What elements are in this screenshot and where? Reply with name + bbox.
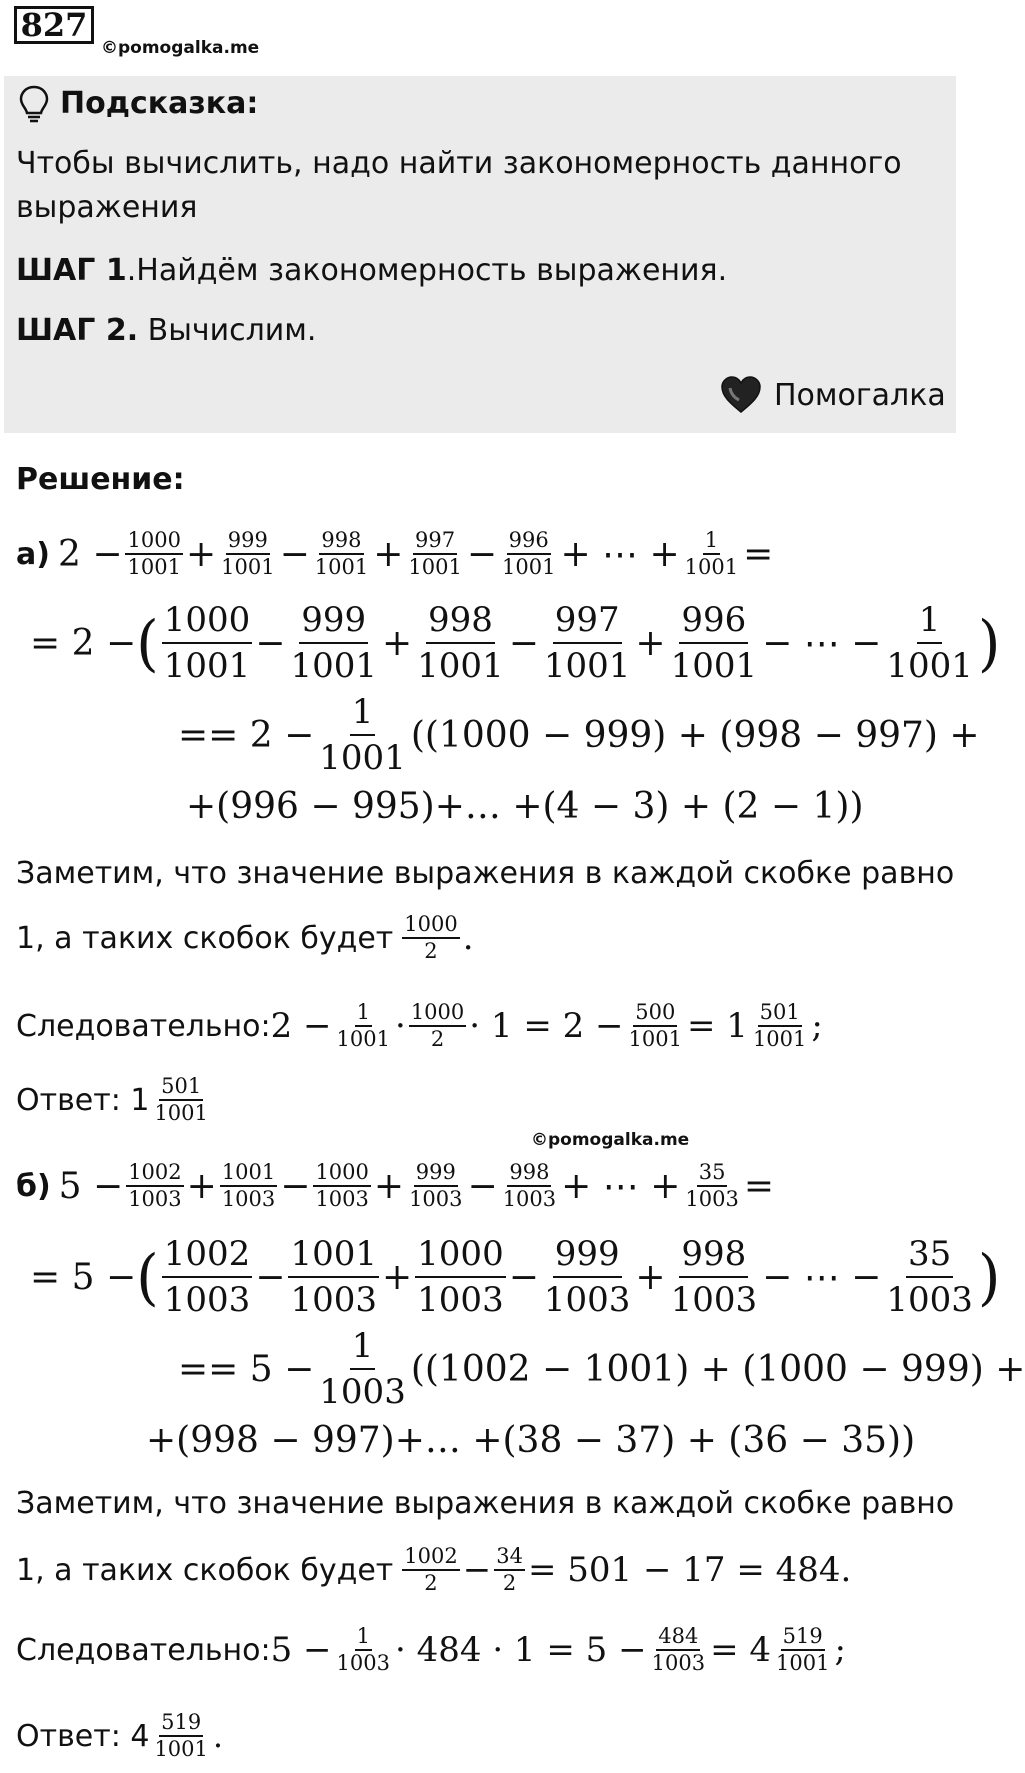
- part-a-line2-frac-numerator: 999: [299, 598, 368, 644]
- part-a-line2-frac-denominator: 1001: [163, 646, 251, 686]
- part-a-line2-op: +: [635, 622, 666, 664]
- part-b-line1-frac-numerator: 1002: [126, 1160, 183, 1187]
- part-b-line3-frac-denominator: 1003: [319, 1372, 406, 1412]
- part-a-line2-frac-numerator: 998: [426, 598, 495, 644]
- part-b-line1-frac: [501, 1160, 558, 1212]
- part-b-note2: 1, а таких скобок будет $\frac{1002}{2}$ − $\frac{34}{2}$ = 501 − 17 = 484.: [16, 1544, 852, 1595]
- part-a-line1-frac: [500, 528, 557, 580]
- part-b-line3-frac: [317, 1324, 408, 1414]
- part-b-answer-frac: $\frac{519}{1001}$: [154, 1710, 208, 1761]
- part-b-line1-frac-denominator: 1003: [685, 1187, 739, 1211]
- part-a-line2-op: +: [382, 622, 413, 664]
- part-b-line2-frac-denominator: 1003: [417, 1280, 504, 1320]
- part-b-note1: Заметим, что значение выражения в каждой скобке равно: [16, 1486, 955, 1521]
- part-b-note2-tail: = 501 − 17 = 484.: [527, 1550, 852, 1590]
- part-a-line1-lead: 2 −: [57, 533, 123, 575]
- part-b-line2-frac-numerator: 1000: [415, 1232, 506, 1278]
- part-b-line1-frac-numerator: 1001: [220, 1160, 277, 1187]
- part-a-line1-op: −: [279, 533, 310, 575]
- part-a-line3-frac: [317, 690, 408, 780]
- part-a-conc-frac1: $\frac{1}{1001}$: [336, 1000, 390, 1051]
- part-a-note2-text: 1, а таких скобок будет: [16, 920, 394, 956]
- part-a-line1: [16, 528, 773, 580]
- hint-step1-label: ШАГ 1: [16, 253, 127, 288]
- part-b-line1-frac-numerator: 35: [697, 1160, 728, 1187]
- part-b-label: б): [16, 1168, 51, 1204]
- part-a-label: а): [16, 536, 50, 572]
- part-b-line2-frac-numerator: 999: [553, 1232, 622, 1278]
- part-b-line2-frac-denominator: 1003: [886, 1280, 973, 1320]
- part-b-answer: Ответ: 4 $\frac{519}{1001}$ .: [16, 1710, 224, 1761]
- part-a-line4: +(996 − 995)+… +(4 − 3) + (2 − 1)): [186, 786, 864, 827]
- hint-step1: [16, 253, 727, 288]
- part-b-note2-frac1: $\frac{1002}{2}$: [404, 1544, 458, 1595]
- part-b-line1-frac-denominator: 1003: [409, 1187, 463, 1211]
- part-a-line1-frac: [683, 528, 740, 580]
- part-b-line1-frac-denominator: 1003: [128, 1187, 182, 1211]
- part-a-line2-frac-denominator: 1001: [670, 646, 758, 686]
- solution-title: Решение:: [16, 462, 185, 497]
- hint-title: Подсказка:: [60, 86, 259, 121]
- part-b-line1-op: −: [467, 1165, 498, 1207]
- part-b-line1-op: +: [373, 1165, 405, 1207]
- part-b-line1-frac: [407, 1160, 464, 1212]
- part-a-line1-op: + ⋯ +: [560, 533, 680, 575]
- part-a-note2-frac: $\frac{1000}{2}$: [404, 912, 458, 963]
- part-a-answer-frac: $\frac{501}{1001}$: [154, 1074, 208, 1125]
- part-a-line3: [178, 690, 980, 780]
- part-a-conc-frac4: $\frac{501}{1001}$: [752, 1000, 807, 1051]
- part-a-line1-frac: [219, 528, 276, 580]
- part-a-line1-frac-numerator: 996: [507, 528, 551, 555]
- part-b-line1-frac: [683, 1160, 740, 1212]
- hint-step2: [16, 313, 316, 348]
- part-a-line2-frac-numerator: 1000: [162, 598, 253, 644]
- part-b-line2-op: −: [508, 1256, 539, 1298]
- part-b-line1-tail: =: [743, 1165, 774, 1207]
- part-b-line1-frac-denominator: 1003: [221, 1187, 276, 1211]
- part-a-answer: [16, 1074, 213, 1126]
- hint-step2-label: ШАГ 2.: [16, 313, 139, 348]
- part-a-line2-frac: [884, 598, 975, 688]
- part-b-line2-frac-denominator: 1003: [543, 1280, 631, 1320]
- part-b-line2: [30, 1232, 1001, 1322]
- part-b-line2-frac: [542, 1232, 633, 1322]
- part-b-line2-lead: = 5 −: [30, 1256, 137, 1298]
- part-a-line1-frac-numerator: 999: [226, 528, 270, 555]
- part-a-line1-frac-denominator: 1001: [127, 555, 181, 579]
- part-a-line2-frac: [542, 598, 633, 688]
- part-b-line2-frac: [162, 1232, 253, 1322]
- part-a-line1-frac: [125, 528, 182, 580]
- part-b-conc-frac3: $\frac{519}{1001}$: [776, 1624, 830, 1675]
- part-b-line3-frac-numerator: 1: [350, 1324, 376, 1370]
- part-b-line2-op: +: [635, 1256, 666, 1298]
- part-b-line1-frac-numerator: 999: [414, 1160, 458, 1187]
- part-b-line2-frac: [415, 1232, 506, 1322]
- part-a-note1: Заметим, что значение выражения в каждой скобке равно: [16, 856, 955, 891]
- part-a-line1-op: −: [466, 533, 497, 575]
- part-b-line1-frac-denominator: 1003: [502, 1187, 557, 1211]
- part-b-line1-op: −: [280, 1165, 311, 1207]
- part-a-line2-frac-denominator: 1001: [543, 646, 631, 686]
- part-b-note2-frac2: $\frac{34}{2}$: [496, 1544, 523, 1595]
- part-a-line2-op: −: [255, 622, 286, 664]
- part-a-line3-lead: == 2 −: [178, 714, 315, 756]
- part-b-line1: [16, 1160, 774, 1212]
- part-b-conc-frac1: $\frac{1}{1003}$: [336, 1624, 390, 1675]
- part-b-conclusion-label: Следовательно:: [16, 1632, 271, 1668]
- part-b-conclusion: Следовательно: 5 − $\frac{1}{1003}$ · 484 · 1 = 5 − $\frac{484}{1003}$ = 4 $\frac{519}{1001}$ ;: [16, 1624, 846, 1675]
- hint-step2-text: Вычислим.: [138, 313, 317, 348]
- part-a-conclusion-label: Следовательно:: [16, 1008, 271, 1044]
- part-a-line2-frac-denominator: 1001: [290, 646, 377, 686]
- part-a-line2-frac-numerator: 1: [917, 598, 943, 644]
- part-b-line3: [178, 1324, 1025, 1414]
- part-a-line1-frac-denominator: 1001: [684, 555, 739, 579]
- part-a-line1-op: +: [185, 533, 217, 575]
- part-a-line2-frac-denominator: 1001: [886, 646, 973, 686]
- heart-icon: [720, 376, 762, 419]
- part-a-line2-lead: = 2 −: [30, 622, 137, 664]
- part-a-answer-label: Ответ: 1: [16, 1082, 150, 1118]
- part-a-line1-frac-denominator: 1001: [221, 555, 275, 579]
- part-a-line1-frac-numerator: 998: [319, 528, 363, 555]
- part-a-line1-frac-numerator: 1000: [125, 528, 182, 555]
- part-a-line1-op: +: [373, 533, 404, 575]
- part-a-conclusion: Следовательно: 2 − $\frac{1}{1001}$ · $\frac{1000}{2}$ · 1 = 2 − $\frac{500}{1001}$ = 1 $\frac{501}{1001}$ ;: [16, 1000, 823, 1051]
- part-b-line4: +(998 − 997)+… +(38 − 37) + (36 − 35)): [146, 1420, 916, 1461]
- part-b-line2-op: −: [255, 1256, 286, 1298]
- part-b-line2-frac-numerator: 1002: [162, 1232, 253, 1278]
- part-b-line1-lead: 5 −: [58, 1165, 124, 1207]
- part-b-line1-frac: [313, 1160, 370, 1212]
- part-a-line1-tail: =: [743, 533, 774, 575]
- part-a-line2-frac-denominator: 1001: [417, 646, 504, 686]
- part-b-note2-text: 1, а таких скобок будет: [16, 1552, 394, 1588]
- part-b-line2-frac-numerator: 35: [906, 1232, 953, 1278]
- part-a-line2-frac: [415, 598, 506, 688]
- task-number: 827: [14, 6, 94, 44]
- part-b-conc-frac2: $\frac{484}{1003}$: [651, 1624, 706, 1675]
- part-b-line2-frac-numerator: 998: [679, 1232, 748, 1278]
- part-b-line2-frac-denominator: 1003: [670, 1280, 758, 1320]
- part-b-line3-tail: ((1002 − 1001) + (1000 − 999) +: [410, 1348, 1025, 1390]
- part-b-line2-frac: [288, 1232, 379, 1322]
- hint-step1-text: .Найдём закономерность выражения.: [126, 253, 728, 288]
- part-b-line2-close-paren: ): [977, 1241, 1001, 1313]
- part-a-conc-frac2: $\frac{1000}{2}$: [410, 1000, 465, 1051]
- part-a-line1-frac-numerator: 1: [703, 528, 720, 555]
- watermark-middle: ©pomogalka.me: [531, 1130, 690, 1150]
- part-b-line2-frac-denominator: 1003: [163, 1280, 251, 1320]
- part-b-line2-frac: [669, 1232, 760, 1322]
- part-a-line2-op: − ⋯ −: [762, 622, 882, 664]
- part-a-conc-frac3: $\frac{500}{1001}$: [628, 1000, 682, 1051]
- part-a-note2: [16, 912, 474, 964]
- part-a-line2: [30, 598, 1001, 688]
- part-b-line2-frac-numerator: 1001: [288, 1232, 379, 1278]
- part-a-line1-frac-denominator: 1001: [501, 555, 556, 579]
- part-a-line2-close-paren: ): [977, 607, 1001, 679]
- part-a-line2-open-paren: (: [136, 607, 159, 679]
- brand-label: Помогалка: [774, 378, 946, 413]
- part-a-line1-frac-denominator: 1001: [314, 555, 369, 579]
- part-a-line3-frac-numerator: 1: [350, 690, 376, 736]
- part-b-line2-frac-denominator: 1003: [290, 1280, 377, 1320]
- part-a-line2-frac: [162, 598, 253, 688]
- part-b-line2-frac: [884, 1232, 975, 1322]
- part-a-line2-frac-numerator: 996: [679, 598, 748, 644]
- part-a-line1-frac: [406, 528, 463, 580]
- part-b-line1-frac-numerator: 998: [507, 1160, 551, 1187]
- part-a-note2-tail: .: [462, 918, 474, 958]
- part-b-line1-frac: [220, 1160, 277, 1212]
- part-b-line1-frac-denominator: 1003: [315, 1187, 369, 1211]
- part-b-line2-op: +: [382, 1256, 413, 1298]
- part-a-line1-frac-denominator: 1001: [408, 555, 462, 579]
- part-a-line2-frac-numerator: 997: [553, 598, 622, 644]
- part-b-line2-op: − ⋯ −: [762, 1256, 882, 1298]
- part-b-line1-op: + ⋯ +: [561, 1165, 681, 1207]
- part-a-line3-tail: ((1000 − 999) + (998 − 997) +: [410, 714, 980, 756]
- lightbulb-icon: [18, 84, 50, 129]
- part-b-line1-op: +: [186, 1165, 217, 1207]
- watermark-top: ©pomogalka.me: [101, 38, 260, 58]
- part-a-line3-frac-denominator: 1001: [319, 738, 406, 778]
- part-a-line1-frac: [313, 528, 370, 580]
- part-b-answer-label: Ответ: 4: [16, 1718, 150, 1754]
- part-b-line3-lead: == 5 −: [178, 1348, 315, 1390]
- part-a-line2-frac: [288, 598, 379, 688]
- part-b-line1-frac: [126, 1160, 183, 1212]
- hint-text-line1: Чтобы вычислить, надо найти закономерность данного: [16, 146, 902, 181]
- part-b-line2-open-paren: (: [136, 1241, 159, 1313]
- part-b-line1-frac-numerator: 1000: [313, 1160, 370, 1187]
- part-a-line2-op: −: [508, 622, 539, 664]
- part-a-line2-frac: [669, 598, 760, 688]
- part-a-line1-frac-numerator: 997: [413, 528, 457, 555]
- hint-text-line2: выражения: [16, 190, 198, 225]
